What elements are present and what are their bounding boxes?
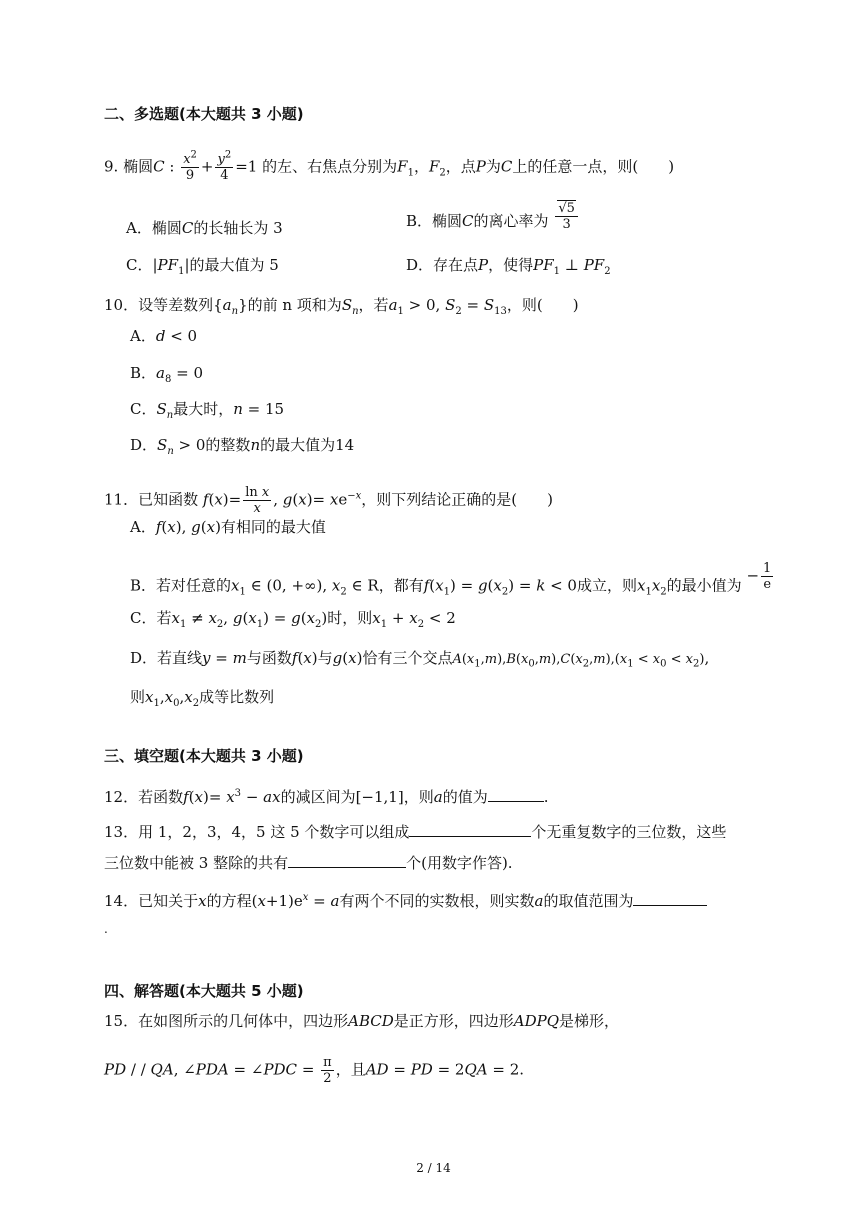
question-15-line-2: PD / / QA, ∠PDA = ∠PDC = $\frac{\pi}{2}$ ，且AD = PD = 2QA = 2. <box>104 1055 525 1086</box>
section-heading-multiple-choice: 二、多选题(本大题共 3 小题) <box>104 105 304 123</box>
answer-blank[interactable] <box>409 820 531 837</box>
question-13-line-1: 13．用 1，2，3，4，5 这 5 个数字可以组成 个无重复数字的三位数，这些 <box>104 820 726 843</box>
question-13-line-2: 三位数中能被 3 整除的共有 个(用数字作答). <box>104 851 513 874</box>
question-12: 12．若函数$f(x)= x^3$ − ax的减区间为[−1,1]，则a的值为 . <box>104 785 548 808</box>
question-11-option-b: B．若对任意的$x_1$ ∈ (0, +∞), $x_2$ ∈ R，都有$f(x_1) = g(x_2) = k < 0$成立，则$x_1x_2$的最小值为 − $\frac{1}{e}$ <box>130 561 772 598</box>
question-10-option-c: C．$S_n$最大时，n = 15 <box>130 400 285 421</box>
answer-blank[interactable] <box>633 889 707 906</box>
answer-blank[interactable] <box>488 785 544 802</box>
page-number: 2 / 14 <box>416 1161 451 1175</box>
question-9-option-d: D．存在点P，使得$PF_1$ ⊥ $PF_2$ <box>406 256 611 277</box>
question-11-option-d: D．若直线y = m与函数f(x)与g(x)恰有三个交点$A(x_1,m),B(x_0,m),C(x_2,m),(x_1 < x_0 < x_2)$, <box>130 649 710 670</box>
section-heading-solutions: 四、解答题(本大题共 5 小题) <box>104 982 304 1000</box>
question-9-stem: 9. 椭圆C : $\frac{x^2}{9}$ + $\frac{y^2}{4}$ =1 的左、右焦点分别为$F_1$，$F_2$，点P为C上的任意一点，则( ) <box>104 149 675 183</box>
question-10-stem: 10．设等差数列$\{a_n\}$的前 n 项和为$S_n$，若$a_1 > 0$, $S_2 = S_{13}$，则( ) <box>104 296 579 317</box>
question-11-option-d-continued: 则$x_1,x_0,x_2$成等比数列 <box>130 688 275 709</box>
question-11-option-c: C．若$x_1 \ne x_2$, $g(x_1) = g(x_2)$时，则$x_1 + x_2 < 2$ <box>130 609 456 630</box>
question-10-option-a: A．d < 0 <box>130 327 198 345</box>
question-11-option-a: A．f(x), g(x)有相同的最大值 <box>130 518 326 536</box>
question-9-option-a: A．椭圆C的长轴长为 3 <box>126 219 283 237</box>
question-11-stem: 11．已知函数 f(x)= $\frac{\text{ln x}}{x}$ , $g(x)= xe^{-x}$，则下列结论正确的是( ) <box>104 485 554 516</box>
question-10-option-b: B．$a_8 = 0$ <box>130 364 204 385</box>
question-9-option-b: B．椭圆C的离心率为 $\frac{√5}{3}$ <box>406 210 580 232</box>
question-10-option-d: D．$S_n > 0$的整数n的最大值为14 <box>130 436 355 457</box>
question-9-option-c: C．$|PF_1|$的最大值为 5 <box>126 256 279 277</box>
answer-blank[interactable] <box>288 851 406 868</box>
question-14: 14．已知关于x的方程$(x+1)e^x = a$有两个不同的实数根，则实数a的取值范围为 <box>104 889 707 912</box>
question-15-line-1: 15．在如图所示的几何体中，四边形ABCD是正方形，四边形ADPQ是梯形， <box>104 1012 620 1030</box>
question-14-period: . <box>104 922 108 936</box>
section-heading-fill-in: 三、填空题(本大题共 3 小题) <box>104 747 304 765</box>
